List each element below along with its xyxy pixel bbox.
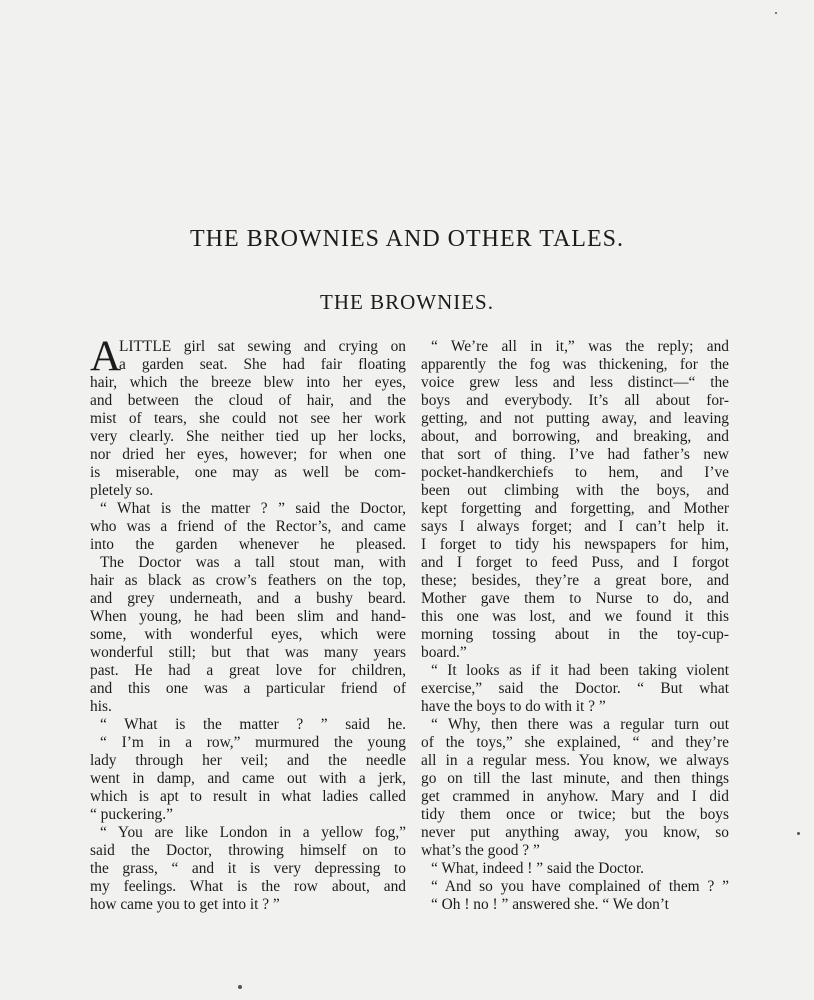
margin-speck [775,12,777,14]
text-line: “ What, indeed ! ” said the Doctor. [431,860,644,877]
text-line: which is apt to result in what ladies called [90,788,406,805]
text-line: never put anything away, you know, so [421,824,729,841]
text-line: all in a regular mess. You know, we always [421,752,729,769]
text-line: wonderful still; but that was many years [90,644,406,661]
text-line: hair, which the breeze blew into her eyes, [90,374,406,391]
text-line: voice grew less and less distinct—“ the [421,374,729,391]
text-line: who was a friend of the Rector’s, and came [90,518,406,535]
drop-cap: A [90,333,122,380]
text-line: “ Why, then there was a regular turn out [431,716,729,733]
text-line: “ You are like London in a yellow fog,” [100,824,406,841]
text-line: into the garden whenever he pleased. [90,536,406,553]
left-column [90,333,406,914]
text-line: how came you to get into it ? ” [90,896,280,913]
margin-speck [797,832,800,835]
text-line: my feelings. What is the row about, and [90,878,406,895]
text-line: these; besides, they’re a great bore, and [421,572,729,589]
text-line: tidy them once or twice; but the boys [421,806,729,823]
text-line: “ What is the matter ? ” said he. [100,716,406,733]
text-line: “ Oh ! no ! ” answered she. “ We don’t [431,896,669,913]
book-title: THE BROWNIES AND OTHER TALES. [190,226,624,252]
text-line: and between the cloud of hair, and the [90,392,406,409]
text-line: “ We’re all in it,” was the reply; and [431,338,729,355]
text-line: “ puckering.” [90,806,173,823]
text-line: Mother gave them to Nurse to do, and [421,590,729,607]
text-line: apparently the fog was thickening, for the [421,356,729,373]
text-line: I forget to tidy his newspapers for him, [421,536,729,553]
text-line: “ It looks as if it had been taking violent [431,662,729,679]
text-line: that sort of thing. I’ve had father’s new [421,446,729,463]
text-line: have the boys to do with it ? ” [421,698,606,715]
text-line: some, with wonderful eyes, which were [90,626,406,643]
text-line: go on till the last minute, and then things [421,770,729,787]
text-line: When young, he had been slim and hand- [90,608,406,625]
text-line: very clearly. She neither tied up her locks, [90,428,406,445]
text-line: kept forgetting and forgetting, and Mother [421,500,729,517]
text-line: and grey underneath, and a bushy beard. [90,590,406,607]
text-line: hair as black as crow’s feathers on the top, [90,572,406,589]
text-line: pocket-handkerchiefs to hem, and I’ve [421,464,729,481]
text-line: morning tossing about in the toy-cup- [421,626,729,643]
text-line: past. He had a great love for children, [90,662,406,679]
text-line: this one was lost, and we found it this [421,608,729,625]
text-line: getting, and not putting away, and leaving [421,410,729,427]
text-line: get crammed in anyhow. Mary and I did [421,788,729,805]
text-line: the grass, “ and it is very depressing to [90,860,406,877]
text-line: went in damp, and came out with a jerk, [90,770,406,787]
margin-speck [238,985,242,989]
text-line: nor dried her eyes, however; for when one [90,446,406,463]
text-line: “ And so you have complained of them ? ” [431,878,729,895]
story-title: THE BROWNIES. [320,290,494,314]
text-line: a garden seat. She had fair floating [119,356,406,373]
text-line: The Doctor was a tall stout man, with [100,554,406,571]
text-line: about, and borrowing, and breaking, and [421,428,729,445]
text-line: been out climbing with the boys, and [421,482,729,499]
text-line: pletely so. [90,482,154,499]
text-line: of the toys,” she explained, “ and they’re [421,734,729,751]
text-line: his. [90,698,112,715]
text-line: LITTLE girl sat sewing and crying on [119,338,406,355]
text-line: and I forget to feed Puss, and I forgot [421,554,729,571]
text-line: said the Doctor, throwing himself on to [90,842,406,859]
text-line: is miserable, one may as well be com- [90,464,406,481]
text-line: mist of tears, she could not see her work [90,410,406,427]
text-line: lady through her veil; and the needle [90,752,406,769]
text-line: “ What is the matter ? ” said the Doctor, [100,500,406,517]
text-line: says I always forget; and I can’t help it. [421,518,729,535]
text-line: “ I’m in a row,” murmured the young [100,734,406,751]
text-line: and this one was a particular friend of [90,680,406,697]
right-column [421,338,729,914]
text-line: exercise,” said the Doctor. “ But what [421,680,729,697]
text-line: what’s the good ? ” [421,842,540,859]
text-line: boys and everybody. It’s all about for- [421,392,729,409]
text-line: board.” [421,644,467,661]
